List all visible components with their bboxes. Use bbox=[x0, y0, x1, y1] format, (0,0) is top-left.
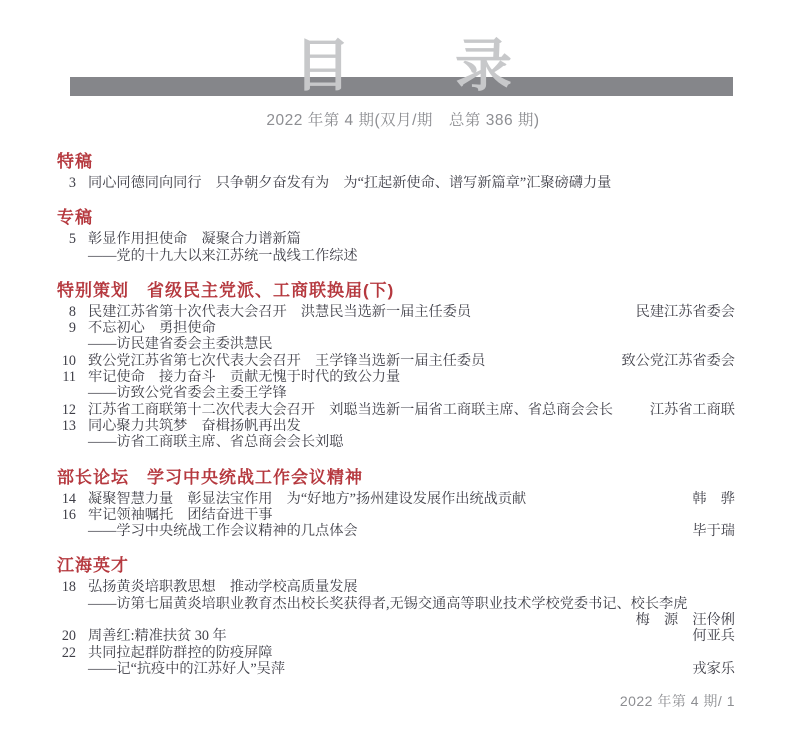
toc-row bbox=[57, 353, 735, 369]
article-author: 江苏省工商联 bbox=[649, 401, 735, 418]
article-title: 牢记领袖嘱托 团结奋进干事 bbox=[88, 506, 273, 523]
footer-page-indicator: 2022 年第 4 期/ 1 bbox=[619, 693, 735, 709]
article-title: 弘扬黄炎培职教思想 推动学校高质量发展 bbox=[88, 579, 358, 596]
toc-row bbox=[57, 612, 735, 628]
article-author: 毕于瑞 bbox=[692, 523, 735, 540]
page-number: 5 bbox=[68, 231, 76, 248]
article-title: 周善红:精准扶贫 30 年 bbox=[88, 628, 227, 645]
article-title: 共同拉起群防群控的防疫屏障 bbox=[88, 644, 273, 661]
article-title: 不忘初心 勇担使命 bbox=[88, 320, 216, 337]
toc-row bbox=[57, 645, 735, 661]
section-title: 部长论坛 学习中央统战工作会议精神 bbox=[57, 467, 363, 487]
toc-row bbox=[57, 523, 735, 539]
page-number: 10 bbox=[61, 352, 76, 369]
title-char-lu: 录 bbox=[455, 34, 512, 98]
article-title: 同心同德同向同行 只争朝夕奋发有为 为“扛起新使命、谱写新篇章”汇聚磅礴力量 bbox=[88, 175, 612, 191]
article-subtitle: ——访省工商联主席、省总商会会长刘聪 bbox=[88, 434, 344, 451]
toc-section bbox=[57, 152, 735, 191]
toc-row bbox=[57, 385, 735, 401]
section-title: 专稿 bbox=[57, 208, 93, 228]
toc-row bbox=[57, 579, 735, 595]
article-subtitle: ——访致公党省委会主委王学锋 bbox=[88, 385, 287, 402]
toc-row bbox=[57, 248, 735, 264]
page-number: 20 bbox=[61, 628, 76, 645]
article-author: 致公党江苏省委会 bbox=[621, 352, 735, 369]
article-subtitle: ——党的十九大以来江苏统一战线工作综述 bbox=[88, 247, 358, 264]
page-number: 16 bbox=[61, 506, 76, 523]
toc-row bbox=[57, 320, 735, 336]
toc-row bbox=[57, 304, 735, 320]
toc-row bbox=[57, 336, 735, 352]
article-subtitle: ——记“抗疫中的江苏好人”吴萍 bbox=[88, 660, 286, 677]
article-author: 何亚兵 bbox=[692, 628, 735, 645]
toc-section bbox=[57, 281, 735, 451]
page-number: 18 bbox=[61, 579, 76, 596]
article-title: 牢记使命 接力奋斗 贡献无愧于时代的致公力量 bbox=[88, 369, 401, 386]
article-author: 韩 骅 bbox=[692, 490, 735, 507]
toc-content bbox=[57, 152, 735, 677]
article-title: 彰显作用担使命 凝聚合力谱新篇 bbox=[88, 231, 301, 248]
article-author: 民建江苏省委会 bbox=[635, 303, 735, 320]
page-number: 14 bbox=[61, 490, 76, 507]
toc-row bbox=[57, 491, 735, 507]
toc-row bbox=[57, 507, 735, 523]
toc-row bbox=[57, 661, 735, 677]
section-title: 特稿 bbox=[57, 152, 93, 171]
toc-row bbox=[57, 434, 735, 450]
page-number: 22 bbox=[61, 644, 76, 661]
toc-row bbox=[57, 369, 735, 385]
page-number: 9 bbox=[68, 320, 76, 337]
article-author: 戎家乐 bbox=[692, 660, 735, 677]
toc-section bbox=[57, 556, 735, 677]
toc-section bbox=[57, 468, 735, 540]
article-title: 民建江苏省第十次代表大会召开 洪慧民当选新一届主任委员 bbox=[88, 303, 472, 320]
toc-row bbox=[57, 596, 735, 612]
article-subtitle: ——访第七届黄炎培职业教育杰出校长奖获得者,无锡交通高等职业技术学校党委书记、校长李虎 bbox=[88, 595, 688, 612]
page-number: 8 bbox=[68, 303, 76, 320]
toc-row bbox=[57, 402, 735, 418]
article-title: 同心聚力共筑梦 奋楫扬帆再出发 bbox=[88, 417, 301, 434]
toc-row bbox=[57, 628, 735, 644]
article-subtitle: ——学习中央统战工作会议精神的几点体会 bbox=[88, 523, 358, 540]
article-title: 江苏省工商联第十二次代表大会召开 刘聪当选新一届省工商联主席、省总商会会长 bbox=[88, 401, 613, 418]
article-author: 梅 源 汪伶俐 bbox=[635, 612, 735, 629]
toc-row bbox=[57, 418, 735, 434]
page-number: 12 bbox=[61, 401, 76, 418]
page-number: 13 bbox=[61, 417, 76, 434]
page-title bbox=[0, 36, 806, 96]
page-number: 11 bbox=[62, 369, 76, 386]
toc-row bbox=[57, 175, 735, 191]
toc-section bbox=[57, 208, 735, 264]
article-title: 凝聚智慧力量 彰显法宝作用 为“好地方”扬州建设发展作出统战贡献 bbox=[88, 490, 527, 507]
toc-row bbox=[57, 231, 735, 247]
title-char-mu: 目 bbox=[294, 34, 351, 98]
page-number: 3 bbox=[68, 175, 76, 191]
article-subtitle: ——访民建省委会主委洪慧民 bbox=[88, 336, 273, 353]
section-title: 特别策划 省级民主党派、工商联换届(下) bbox=[57, 280, 395, 300]
issue-line: 2022 年第 4 期(双月/期 总第 386 期) bbox=[266, 112, 540, 129]
article-title: 致公党江苏省第七次代表大会召开 王学锋当选新一届主任委员 bbox=[88, 352, 486, 369]
section-title: 江海英才 bbox=[57, 556, 129, 576]
